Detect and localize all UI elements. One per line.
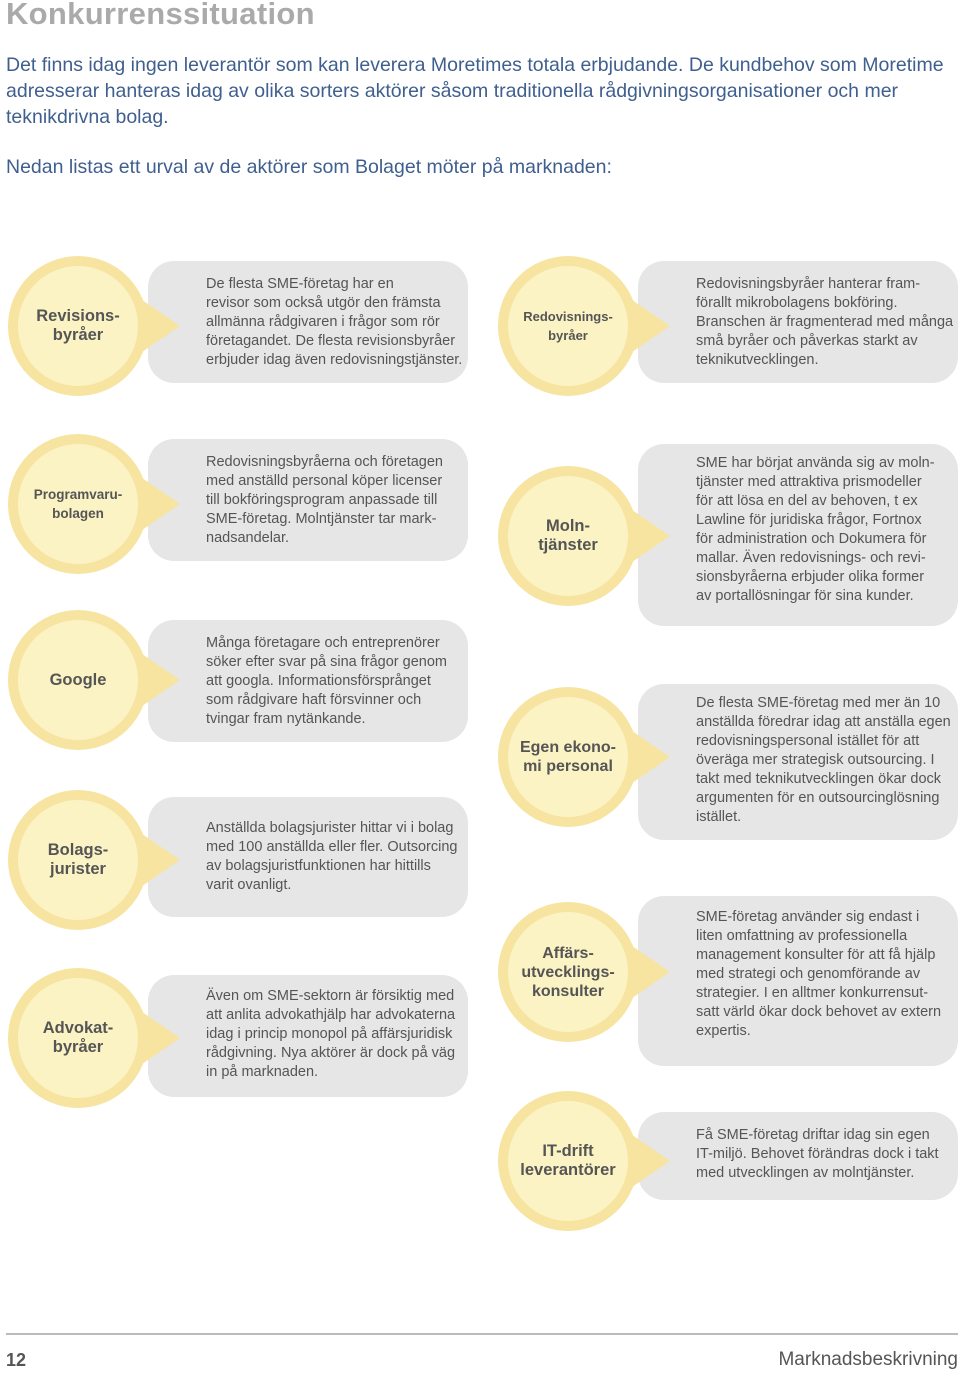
actor-card [638,261,958,383]
actor-label: Redovisnings- byråer [523,309,613,343]
actor-badge [2,964,182,1112]
actor-card [638,896,958,1066]
actor-description: Anställda bolagsjurister hittar vi i bolag med 100 anställda eller fler. Outsorcing av bolagsjuristfunktionen har hittills varit ovanligt. [206,820,458,893]
actor-description: Även om SME-sektorn är försiktig med att anlita advokathjälp har advokaterna idag i princip monopol på affärsjuridisk rådgivning. Nya aktörer är dock på väg in på marknaden. [206,988,456,1080]
actor-description: De flesta SME-företag med mer än 10 anställda föredrar idag att anställa egen redovisningspersonal istället för att överäga mer strategisk outsourcing. I takt med teknikutvecklingen ökar dock argumenten för en outsourcinglösning istället. [696,695,951,825]
actor-card [148,797,468,917]
actor-card [148,439,468,561]
actor-description: Redovisningsbyråerna och företagen med anställd personal köper licenser till bokföringsprogram anpassade till SME-företag. Molntjänster tar mark- nadsandelar. [206,454,443,546]
actor-card [148,620,468,742]
actor-label: Revisions- byråer [36,307,120,344]
actor-badge [2,606,182,754]
actor-description: Få SME-företag driftar idag sin egen IT-miljö. Behovet förändras dock i takt med utvecklingen av molntjänster. [696,1127,939,1181]
actor-description: Redovisningsbyråer hanterar fram- förallt mikrobolagens bokföring. Branschen är fragmenterad med många små byråer och påverkas starkt av teknikutvecklingen. [696,276,954,368]
actor-label: Programvaru- bolagen [33,487,123,521]
intro-paragraph: Det finns idag ingen leverantör som kan leverera Moretimes totala erbjudande. De kundbehov som Moretime adresserar hanteras idag av olika sorters aktörer såsom traditionella rådgivningsorganisationer och mer teknikdrivna bolag. [6,54,944,128]
actor-description: De flesta SME-företag har en revisor som också utgör den främsta allmänna rådgivaren i frågor som rör företagandet. De flesta revisionsbyråer erbjuder idag även redovisningstjänster. [206,276,463,368]
actor-label: Bolags- jurister [47,841,109,878]
actor-description: SME-företag använder sig endast i liten omfattning av professionella management konsulter för att få hjälp med strategi och genomförande av strategier. I en alltmer konkurrensut- satt värld ökar dock behovet av extern expertis. [696,909,942,1039]
page-title: Konkurrenssituation [6,0,315,31]
actor-description: Många företagare och entreprenörer söker efter svar på sina frågor genom att googla. Informationsförsprånget som rådgivare haft försvinner och tvingar fram nytänkande. [206,635,447,727]
actor-card [148,261,468,383]
actor-badge [2,786,182,934]
actor-card [638,684,958,840]
actor-badge [492,683,672,831]
actor-label: Google [49,670,107,689]
actor-badge [492,462,672,610]
actor-label: Moln- tjänster [538,517,598,554]
actor-card [638,1112,958,1200]
actor-card [638,444,958,626]
actor-card [148,975,468,1097]
actor-label: Affärs- utvecklings- konsulter [521,944,615,1000]
actor-label: Egen ekono- mi personal [519,739,616,775]
actor-badge [492,898,672,1046]
actor-label: IT-drift leverantörer [520,1142,616,1179]
actor-badge [492,1087,672,1235]
actor-description: SME har börjat använda sig av moln- tjänster med attraktiva prismodeller för att lösa en del av behoven, t ex Lawline för juridiska frågor, Fortnox för administration och Dokumera för mallar. Även redovisnings- och revi- sionsbyråerna erbjuder olika former av portallösningar för sina kunder. [696,455,935,604]
actor-badge [2,252,182,400]
page-number: 12 [6,1350,27,1370]
footer-section-title: Marknadsbeskrivning [778,1349,958,1370]
footer-divider [6,1333,958,1335]
lead-paragraph: Nedan listas ett urval av de aktörer som Bolaget möter på marknaden: [6,156,612,178]
actor-badge [2,430,182,578]
actor-badge [492,252,672,400]
actor-label: Advokat- byråer [42,1019,114,1056]
